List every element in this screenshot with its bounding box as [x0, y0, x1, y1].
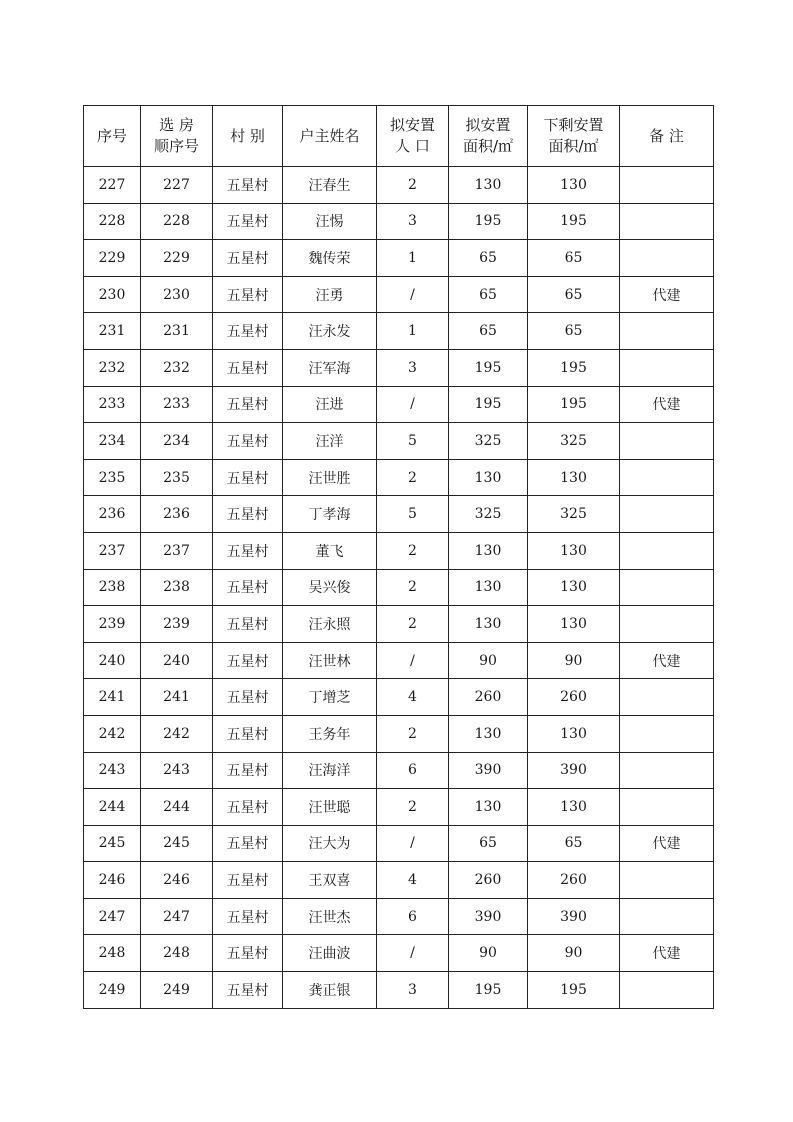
cell-index: 227 — [84, 167, 141, 204]
cell-planned-area: 130 — [449, 789, 528, 826]
cell-selection-order: 235 — [141, 459, 213, 496]
cell-village: 五星村 — [213, 276, 283, 313]
cell-householder-name: 汪永发 — [283, 313, 377, 350]
cell-index: 238 — [84, 569, 141, 606]
cell-remaining-area: 130 — [528, 532, 620, 569]
table-row — [84, 935, 714, 972]
table-row — [84, 606, 714, 643]
table-row — [84, 862, 714, 899]
header-label-line: 选 房 — [159, 116, 194, 134]
cell-householder-name: 汪惕 — [283, 203, 377, 240]
cell-village: 五星村 — [213, 715, 283, 752]
cell-remaining-area: 325 — [528, 496, 620, 533]
cell-remaining-area: 65 — [528, 825, 620, 862]
cell-remaining-area: 65 — [528, 313, 620, 350]
cell-selection-order: 239 — [141, 606, 213, 643]
cell-planned-population: 3 — [377, 203, 449, 240]
cell-village: 五星村 — [213, 313, 283, 350]
header-row — [84, 106, 714, 167]
cell-remarks — [620, 423, 714, 460]
cell-remarks — [620, 496, 714, 533]
header-selection-order — [141, 106, 213, 167]
cell-index: 234 — [84, 423, 141, 460]
table-row — [84, 349, 714, 386]
cell-remarks — [620, 606, 714, 643]
cell-planned-area: 195 — [449, 386, 528, 423]
cell-selection-order: 249 — [141, 972, 213, 1009]
cell-remarks — [620, 203, 714, 240]
cell-selection-order: 236 — [141, 496, 213, 533]
cell-index: 244 — [84, 789, 141, 826]
cell-remaining-area: 195 — [528, 386, 620, 423]
cell-householder-name: 汪洋 — [283, 423, 377, 460]
cell-index: 247 — [84, 898, 141, 935]
cell-remarks: 代建 — [620, 386, 714, 423]
cell-village: 五星村 — [213, 569, 283, 606]
header-label-line: 备 注 — [649, 126, 684, 145]
cell-remaining-area: 195 — [528, 349, 620, 386]
cell-selection-order: 228 — [141, 203, 213, 240]
cell-planned-population: / — [377, 935, 449, 972]
cell-householder-name: 龚正银 — [283, 972, 377, 1009]
cell-village: 五星村 — [213, 203, 283, 240]
cell-remarks — [620, 532, 714, 569]
cell-remarks — [620, 313, 714, 350]
table-row — [84, 496, 714, 533]
cell-remarks — [620, 715, 714, 752]
cell-index: 240 — [84, 642, 141, 679]
cell-planned-area: 65 — [449, 240, 528, 277]
cell-planned-population: 2 — [377, 459, 449, 496]
cell-index: 248 — [84, 935, 141, 972]
cell-remaining-area: 130 — [528, 459, 620, 496]
cell-planned-population: 2 — [377, 532, 449, 569]
cell-planned-population: 2 — [377, 569, 449, 606]
header-label-line: 村 别 — [230, 126, 265, 145]
cell-village: 五星村 — [213, 606, 283, 643]
cell-remarks: 代建 — [620, 935, 714, 972]
cell-planned-area: 195 — [449, 349, 528, 386]
cell-planned-area: 130 — [449, 715, 528, 752]
cell-remarks — [620, 459, 714, 496]
cell-remaining-area: 195 — [528, 972, 620, 1009]
cell-remaining-area: 390 — [528, 898, 620, 935]
cell-index: 228 — [84, 203, 141, 240]
cell-remaining-area: 130 — [528, 606, 620, 643]
table-row — [84, 679, 714, 716]
cell-remarks — [620, 752, 714, 789]
cell-selection-order: 233 — [141, 386, 213, 423]
cell-planned-population: 2 — [377, 606, 449, 643]
cell-village: 五星村 — [213, 240, 283, 277]
cell-planned-population: 2 — [377, 167, 449, 204]
cell-planned-population: 4 — [377, 862, 449, 899]
cell-planned-population: 6 — [377, 752, 449, 789]
cell-remarks — [620, 862, 714, 899]
table-row — [84, 972, 714, 1009]
cell-selection-order: 232 — [141, 349, 213, 386]
header-label-line: 面积/㎡ — [462, 137, 514, 155]
header-index — [84, 106, 141, 167]
cell-selection-order: 227 — [141, 167, 213, 204]
cell-planned-population: 1 — [377, 240, 449, 277]
cell-remaining-area: 195 — [528, 203, 620, 240]
cell-planned-area: 130 — [449, 459, 528, 496]
header-householder-name — [283, 106, 377, 167]
cell-planned-population: 4 — [377, 679, 449, 716]
cell-remaining-area: 65 — [528, 276, 620, 313]
cell-planned-area: 65 — [449, 313, 528, 350]
cell-remarks — [620, 349, 714, 386]
cell-village: 五星村 — [213, 386, 283, 423]
cell-index: 237 — [84, 532, 141, 569]
cell-planned-area: 130 — [449, 167, 528, 204]
cell-planned-area: 130 — [449, 532, 528, 569]
table-row — [84, 203, 714, 240]
table-row — [84, 423, 714, 460]
cell-remarks: 代建 — [620, 825, 714, 862]
cell-index: 230 — [84, 276, 141, 313]
cell-householder-name: 丁增芝 — [283, 679, 377, 716]
cell-remarks: 代建 — [620, 276, 714, 313]
cell-index: 231 — [84, 313, 141, 350]
table-row — [84, 715, 714, 752]
table-row — [84, 898, 714, 935]
cell-planned-population: / — [377, 825, 449, 862]
table-row — [84, 642, 714, 679]
cell-householder-name: 汪世林 — [283, 642, 377, 679]
cell-householder-name: 汪海洋 — [283, 752, 377, 789]
cell-remarks — [620, 569, 714, 606]
cell-remaining-area: 90 — [528, 935, 620, 972]
cell-village: 五星村 — [213, 496, 283, 533]
header-label-line: 下剩安置 — [543, 116, 604, 134]
cell-village: 五星村 — [213, 752, 283, 789]
cell-selection-order: 234 — [141, 423, 213, 460]
cell-remaining-area: 130 — [528, 789, 620, 826]
header-remarks — [620, 106, 714, 167]
cell-selection-order: 230 — [141, 276, 213, 313]
cell-planned-population: 3 — [377, 349, 449, 386]
cell-index: 241 — [84, 679, 141, 716]
cell-planned-population: 5 — [377, 423, 449, 460]
cell-remaining-area: 325 — [528, 423, 620, 460]
cell-village: 五星村 — [213, 532, 283, 569]
cell-householder-name: 汪曲波 — [283, 935, 377, 972]
table-row — [84, 276, 714, 313]
header-village — [213, 106, 283, 167]
cell-remaining-area: 130 — [528, 715, 620, 752]
cell-planned-area: 325 — [449, 496, 528, 533]
table-row — [84, 459, 714, 496]
cell-planned-area: 325 — [449, 423, 528, 460]
cell-planned-area: 390 — [449, 752, 528, 789]
cell-index: 239 — [84, 606, 141, 643]
cell-selection-order: 248 — [141, 935, 213, 972]
cell-village: 五星村 — [213, 898, 283, 935]
cell-planned-area: 260 — [449, 679, 528, 716]
cell-selection-order: 247 — [141, 898, 213, 935]
table-row — [84, 532, 714, 569]
cell-village: 五星村 — [213, 862, 283, 899]
cell-planned-area: 130 — [449, 606, 528, 643]
cell-village: 五星村 — [213, 167, 283, 204]
cell-remarks — [620, 240, 714, 277]
header-label-line: 面积/㎡ — [548, 137, 599, 155]
cell-householder-name: 董飞 — [283, 532, 377, 569]
cell-remaining-area: 90 — [528, 642, 620, 679]
cell-planned-area: 390 — [449, 898, 528, 935]
table-body — [84, 167, 714, 1009]
cell-planned-area: 65 — [449, 276, 528, 313]
cell-index: 246 — [84, 862, 141, 899]
cell-planned-population: / — [377, 276, 449, 313]
cell-index: 229 — [84, 240, 141, 277]
cell-remarks — [620, 972, 714, 1009]
cell-selection-order: 246 — [141, 862, 213, 899]
cell-village: 五星村 — [213, 935, 283, 972]
cell-planned-population: / — [377, 642, 449, 679]
cell-householder-name: 汪世杰 — [283, 898, 377, 935]
cell-planned-population: / — [377, 386, 449, 423]
cell-remaining-area: 130 — [528, 167, 620, 204]
cell-selection-order: 238 — [141, 569, 213, 606]
cell-remaining-area: 390 — [528, 752, 620, 789]
cell-remaining-area: 260 — [528, 679, 620, 716]
cell-selection-order: 231 — [141, 313, 213, 350]
table-row — [84, 167, 714, 204]
cell-householder-name: 吴兴俊 — [283, 569, 377, 606]
cell-selection-order: 229 — [141, 240, 213, 277]
cell-selection-order: 241 — [141, 679, 213, 716]
header-remaining-area — [528, 106, 620, 167]
cell-remarks — [620, 679, 714, 716]
cell-village: 五星村 — [213, 972, 283, 1009]
cell-householder-name: 汪世胜 — [283, 459, 377, 496]
cell-householder-name: 丁孝海 — [283, 496, 377, 533]
cell-householder-name: 汪大为 — [283, 825, 377, 862]
cell-remarks — [620, 898, 714, 935]
cell-village: 五星村 — [213, 679, 283, 716]
cell-householder-name: 王双喜 — [283, 862, 377, 899]
cell-remarks — [620, 167, 714, 204]
cell-householder-name: 魏传荣 — [283, 240, 377, 277]
cell-planned-population: 5 — [377, 496, 449, 533]
table-row — [84, 386, 714, 423]
cell-index: 235 — [84, 459, 141, 496]
cell-planned-area: 260 — [449, 862, 528, 899]
header-label-line: 顺序号 — [153, 137, 199, 155]
cell-selection-order: 244 — [141, 789, 213, 826]
cell-index: 236 — [84, 496, 141, 533]
cell-planned-population: 2 — [377, 789, 449, 826]
cell-village: 五星村 — [213, 459, 283, 496]
cell-planned-population: 1 — [377, 313, 449, 350]
cell-remarks: 代建 — [620, 642, 714, 679]
table-row — [84, 313, 714, 350]
cell-village: 五星村 — [213, 642, 283, 679]
header-label-line: 户主姓名 — [299, 126, 360, 145]
cell-village: 五星村 — [213, 789, 283, 826]
table-row — [84, 825, 714, 862]
resettlement-table — [83, 105, 714, 1009]
header-label-line: 人 口 — [395, 137, 430, 155]
cell-householder-name: 汪世聪 — [283, 789, 377, 826]
cell-planned-area: 65 — [449, 825, 528, 862]
cell-selection-order: 242 — [141, 715, 213, 752]
cell-householder-name: 汪春生 — [283, 167, 377, 204]
cell-selection-order: 240 — [141, 642, 213, 679]
cell-index: 233 — [84, 386, 141, 423]
cell-planned-population: 2 — [377, 715, 449, 752]
cell-index: 242 — [84, 715, 141, 752]
header-label-line: 拟安置 — [389, 116, 435, 134]
table-row — [84, 569, 714, 606]
cell-remaining-area: 260 — [528, 862, 620, 899]
cell-householder-name: 汪勇 — [283, 276, 377, 313]
cell-index: 245 — [84, 825, 141, 862]
cell-remarks — [620, 789, 714, 826]
cell-planned-population: 6 — [377, 898, 449, 935]
table-row — [84, 789, 714, 826]
cell-index: 243 — [84, 752, 141, 789]
cell-index: 249 — [84, 972, 141, 1009]
cell-planned-area: 195 — [449, 203, 528, 240]
header-planned-population — [377, 106, 449, 167]
cell-village: 五星村 — [213, 825, 283, 862]
header-planned-area — [449, 106, 528, 167]
cell-householder-name: 汪军海 — [283, 349, 377, 386]
header-label-line: 序号 — [96, 126, 127, 145]
cell-householder-name: 王务年 — [283, 715, 377, 752]
table-row — [84, 240, 714, 277]
cell-selection-order: 237 — [141, 532, 213, 569]
cell-planned-area: 90 — [449, 642, 528, 679]
cell-village: 五星村 — [213, 423, 283, 460]
cell-remaining-area: 130 — [528, 569, 620, 606]
cell-planned-population: 3 — [377, 972, 449, 1009]
cell-householder-name: 汪永照 — [283, 606, 377, 643]
cell-selection-order: 243 — [141, 752, 213, 789]
header-label-line: 拟安置 — [465, 116, 511, 134]
cell-selection-order: 245 — [141, 825, 213, 862]
cell-planned-area: 195 — [449, 972, 528, 1009]
cell-planned-area: 90 — [449, 935, 528, 972]
cell-index: 232 — [84, 349, 141, 386]
cell-remaining-area: 65 — [528, 240, 620, 277]
cell-village: 五星村 — [213, 349, 283, 386]
cell-householder-name: 汪进 — [283, 386, 377, 423]
table-row — [84, 752, 714, 789]
cell-planned-area: 130 — [449, 569, 528, 606]
